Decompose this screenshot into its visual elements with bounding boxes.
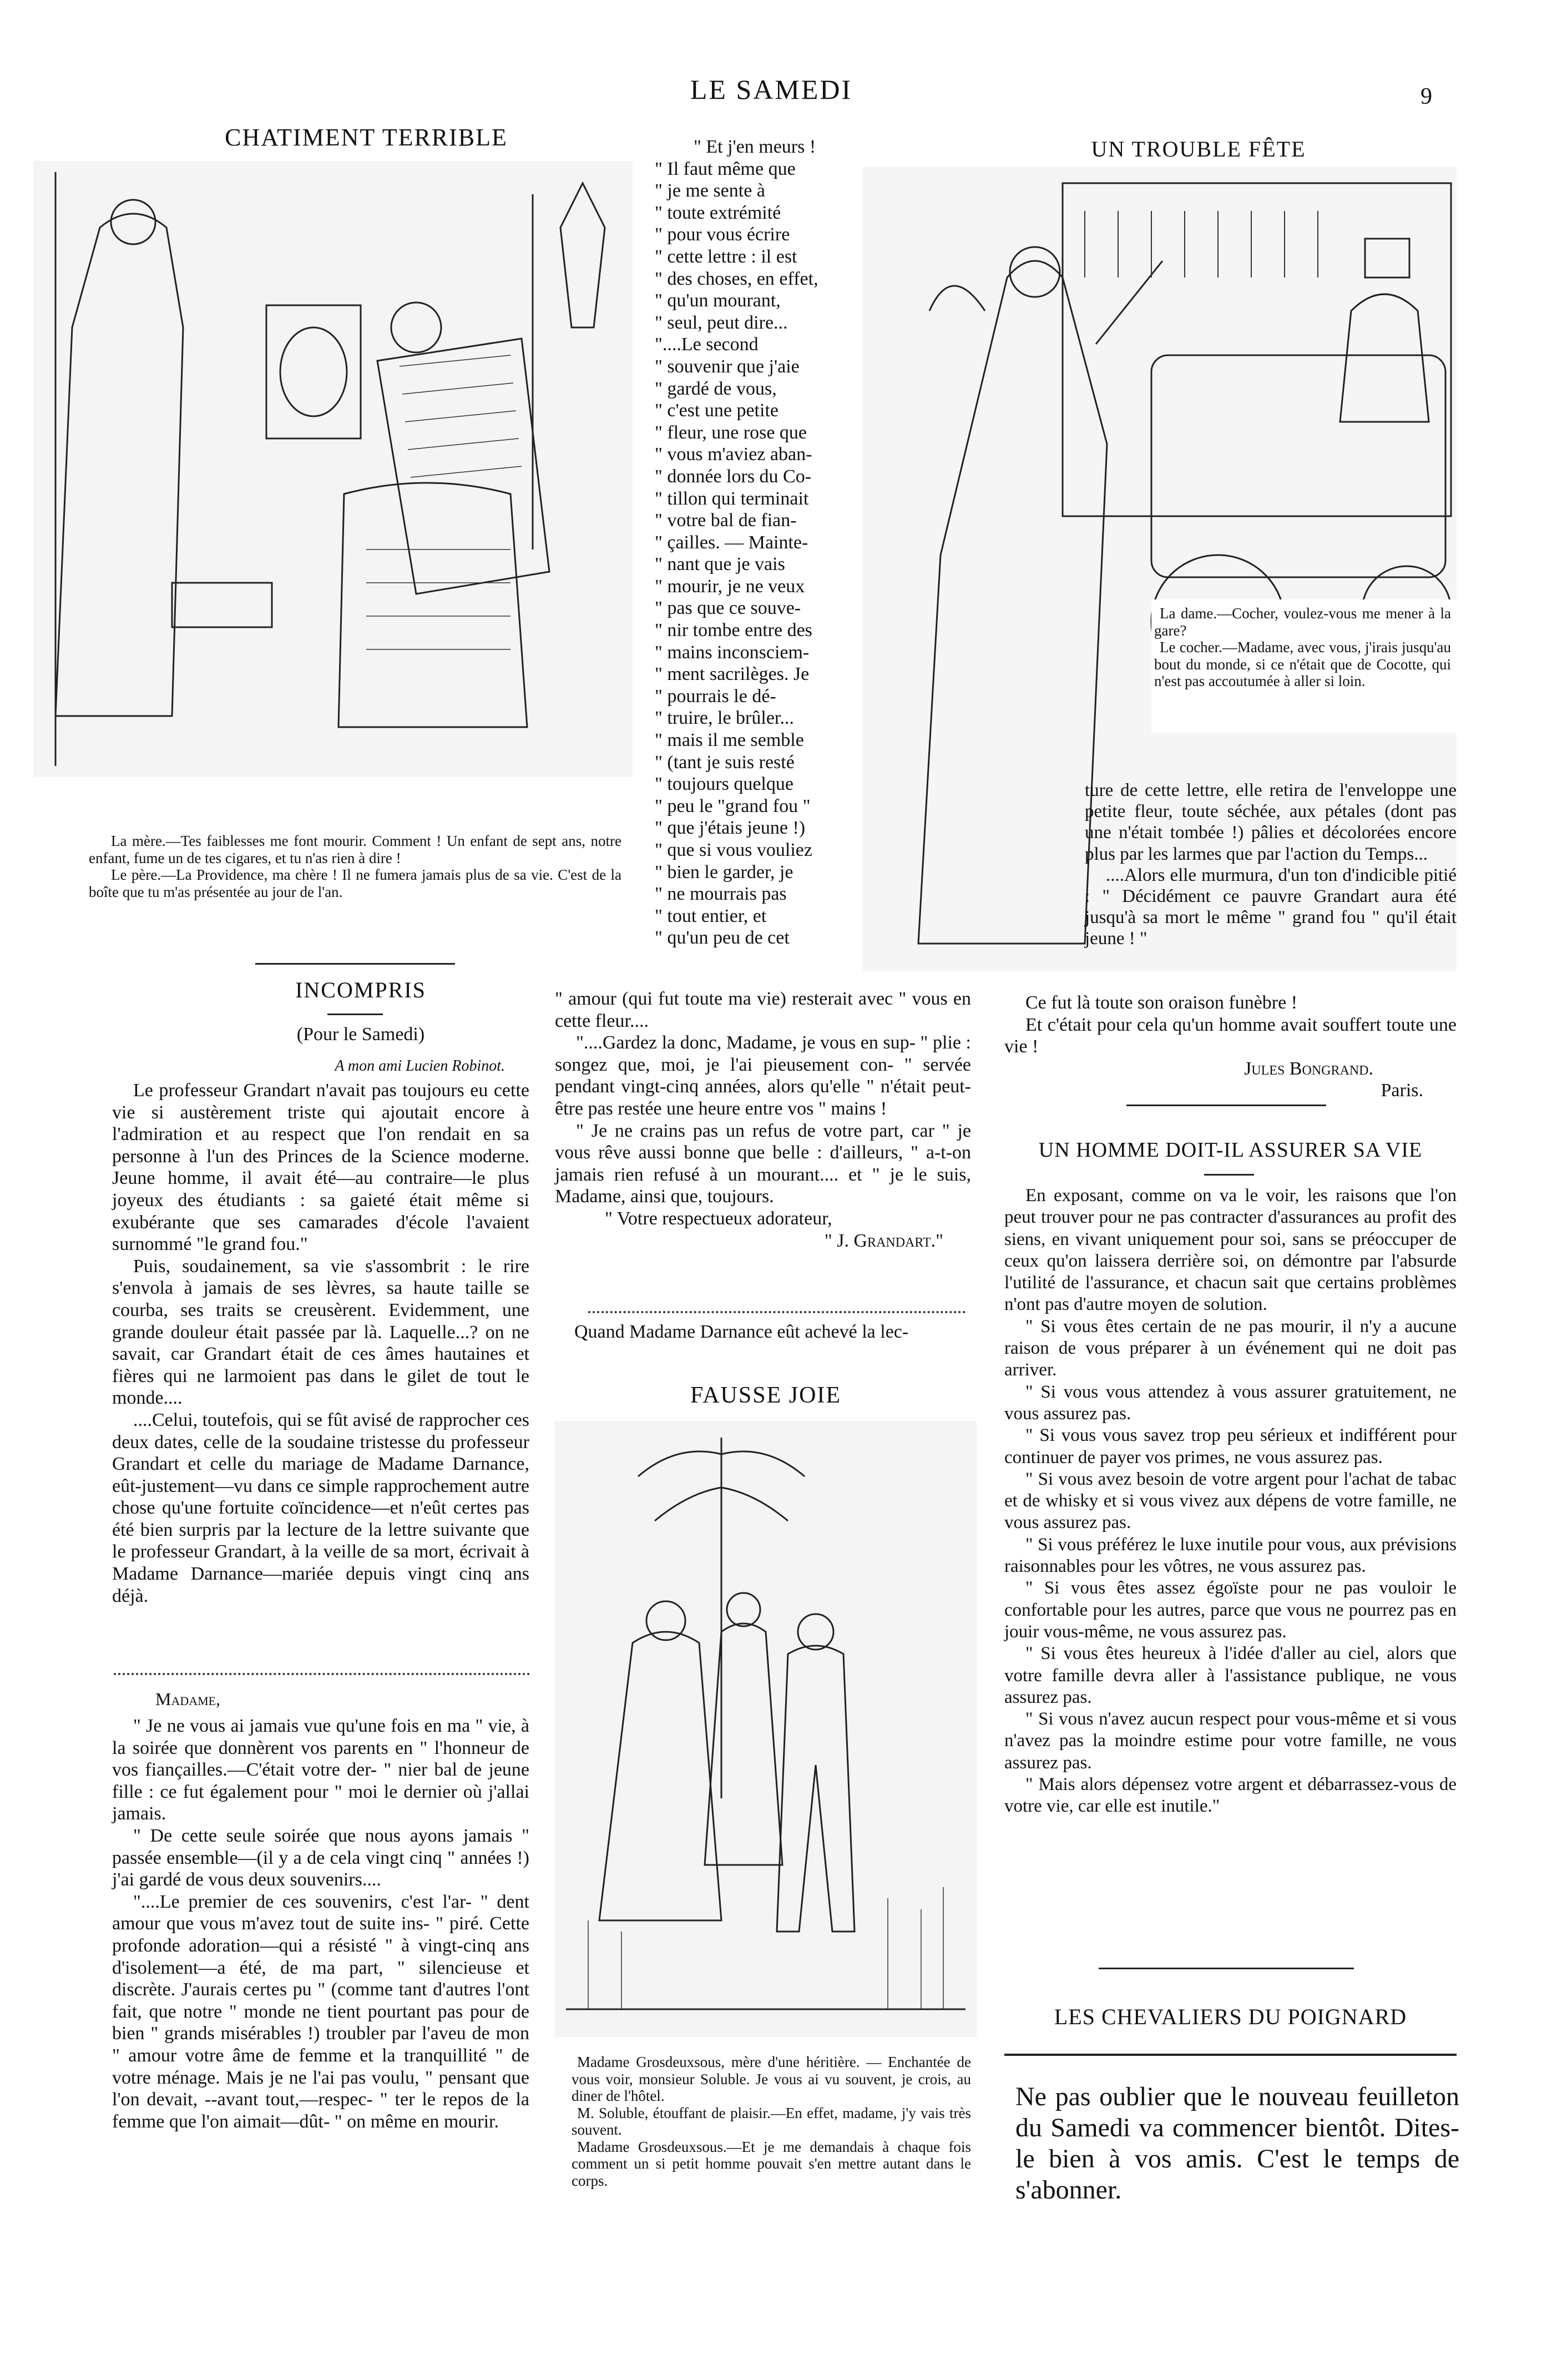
letter-line: " nant que je vais — [655, 554, 785, 575]
letter-line: " vous m'aviez aban- — [655, 444, 812, 465]
author-signature: Jules Bongrand. — [1244, 1058, 1373, 1079]
letter-line: " çailles. — Mainte- — [655, 532, 808, 553]
incompris-subtitle: (Pour le Samedi) — [296, 1024, 425, 1045]
letter-paragraph: " Je ne vous ai jamais vue qu'une fois en ma " vie, à la soirée que donnèrent vos parents en " l'honneur de vos fiançailles.—C'était votre der- " nier bal de jeune fille : ce fut également pour " moi le dernier où j'allai jamais. — [112, 1716, 529, 1824]
letter-line: " souvenir que j'aie — [655, 356, 800, 377]
dotted-separator — [588, 1311, 965, 1313]
letter-paragraph: " amour (qui fut toute ma vie) resterait avec " vous en cette fleur.... — [555, 989, 971, 1031]
chatiment-title: CHATIMENT TERRIBLE — [225, 124, 508, 151]
letter-line: " votre bal de fian- — [655, 510, 797, 531]
trouble-fete-ending — [1085, 780, 1457, 950]
assurer-paragraph: " Si vous êtes assez égoïste pour ne pas vouloir le confortable pour les autres, parce que vous ne pourrez pas en jouir vous-même, ne vous assurez pas. — [1004, 1578, 1457, 1642]
assurer-paragraph: " Si vous avez besoin de votre argent pour l'achat de tabac et de whisky et si vous vivez aux dépens de votre famille, ne vous assurez pas. — [1004, 1469, 1457, 1533]
letter-signature: " J. Grandart." — [824, 1230, 943, 1251]
letter-line: " mais il me semble — [655, 730, 804, 751]
letter-line: " que si vous vouliez — [655, 840, 812, 860]
assurer-paragraph: " Si vous êtes certain de ne pas mourir, il n'y a aucune raison de vous préparer à un événement qui ne doit pas arriver. — [1004, 1316, 1457, 1380]
divider — [1204, 1174, 1254, 1176]
divider — [1099, 1968, 1354, 1969]
chatiment-illustration — [33, 161, 633, 777]
assurer-body — [1004, 1185, 1457, 1818]
letter-line: " bien le garder, je — [655, 861, 793, 883]
caption-line: M. Soluble, étouffant de plaisir.—En effet, madame, j'y vais très souvent. — [572, 2104, 971, 2138]
caption-line: Le cocher.—Madame, avec vous, j'irais jusqu'au bout du monde, si ce n'était que de Cocotte, qui n'est pas accoutumée à aller si loin. — [1154, 639, 1451, 689]
chatiment-caption-father: Le père.—La Providence, ma chère ! Il ne fumera jamais plus de sa vie. C'est de la boîte que tu m'as présentée au jour de l'an. — [89, 866, 621, 900]
caption-line: La dame.—Cocher, voulez-vous me mener à la gare? — [1154, 605, 1451, 639]
letter-line: " mourir, je ne veux — [655, 576, 805, 597]
letter-line: " peu le "grand fou " — [655, 795, 811, 816]
incompris-paragraph: Puis, soudainement, sa vie s'assombrit : le rire s'envola à jamais de ses lèvres, sa haute taille se courba, ses traits se creusèrent. Evidemment, une grande douleur était passée par là. Laquelle...? on ne savait, car Grandart était de ces âmes hautaines et fières qui ne larmoient pas dans le gilet de tout le monde.... — [112, 1255, 529, 1409]
letter-line: " mains inconsciem- — [655, 642, 810, 663]
letter-line: " truire, le brûler... — [655, 708, 794, 729]
letter-line: " pour vous écrire — [655, 224, 790, 245]
story-continuation: Quand Madame Darnance eût achevé la lec- — [574, 1322, 909, 1342]
letter-line: " c'est une petite — [655, 400, 778, 421]
ending-paragraph: ture de cette lettre, elle retira de l'enveloppe une petite fleur, toute séchée, aux pétales (dont pas une n'était tombée !) pâlies et décolorées encore plus par les larmes que par l'action du Temps... — [1085, 780, 1457, 864]
letter-line: " que j'étais jeune !) — [655, 818, 806, 839]
caption-line: Madame Grosdeuxsous.—Et je me demandais à chaque fois comment un si petit homme pouvait s'en mettre autant dans le corps. — [572, 2138, 971, 2189]
caption-line: Madame Grosdeuxsous, mère d'une héritière. — Enchantée de vous voir, monsieur Soluble. Je vous ai vu souvent, je crois, au diner de l'hôtel. — [572, 2054, 971, 2104]
letter-salutation: Madame, — [155, 1689, 221, 1709]
page-number: 9 — [1420, 84, 1432, 109]
assurer-paragraph: " Si vous vous attendez à vous assurer gratuitement, ne vous assurez pas. — [1004, 1381, 1457, 1424]
assurer-paragraph: " Mais alors dépensez votre argent et débarrassez-vous de votre vie, car elle est inutile." — [1004, 1774, 1457, 1817]
divider — [255, 963, 455, 965]
chatiment-caption — [89, 833, 621, 900]
letter-line: " cette lettre : il est — [655, 246, 797, 267]
letter-continued-wide — [555, 988, 971, 1252]
letter-line: " donnée lors du Co- — [655, 466, 812, 487]
letter-closing: " Votre respectueux adorateur, — [605, 1208, 832, 1229]
letter-line: " toute extrémité — [655, 202, 781, 223]
letter-line: " fleur, une rose que — [655, 422, 807, 443]
letter-line: " pourrais le dé- — [655, 685, 776, 707]
letter-line: " pas que ce souve- — [655, 598, 801, 619]
chatiment-caption-mother: La mère.—Tes faiblesses me font mourir. Comment ! Un enfant de sept ans, notre enfant, fume un de tes cigares, et tu n'as rien à dire ! — [89, 833, 621, 866]
incompris-paragraph: ....Celui, toutefois, qui se fût avisé de rapprocher ces deux dates, celle de la soudaine tristesse du professeur Grandart et celle du mariage de Madame Darnance, eût-justement—vu dans ce simple rapprochement autre chose qu'une fortuite coïncidence—et n'eût certes pas été bien surpris par la lecture de la lettre suivante que le professeur Grandart, à la veille de sa mort, écrivait à Madame Darnance—mariée depuis vingt cinq ans déjà. — [112, 1409, 529, 1606]
letter-continued-narrow — [655, 136, 852, 949]
letter-line: " gardé de vous, — [655, 378, 777, 399]
ending-paragraph: ....Alors elle murmura, d'un ton d'indicible pitié : " Décidément ce pauvre Grandart aura été jusqu'à sa mort le même " grand fou " qu'il était jeune ! " — [1085, 865, 1457, 949]
letter-line: " toujours quelque — [655, 774, 793, 795]
assurer-paragraph: En exposant, comme on va le voir, les raisons que l'on peut trouver pour ne pas contracter d'assurances au profit des siens, en vivant uniquement pour soi, sans se préoccuper de ceux qu'on laissera derrière soi, on démontre par l'absurde l'utilité de l'assurance, et chacun sait que certains problèmes n'ont pas d'autre moyen de solution. — [1004, 1186, 1457, 1315]
assurer-paragraph: " Si vous êtes heureux à l'idée d'aller au ciel, alors que votre famille devra aller à l'assistance publique, ne vous assurez pas. — [1004, 1643, 1457, 1707]
fausse-joie-caption — [572, 2054, 971, 2189]
letter-line: " qu'un mourant, — [655, 290, 781, 311]
assurer-paragraph: " Si vous vous savez trop peu sérieux et indifférent pour continuer de payer vos primes, ne vous assurez pas. — [1004, 1425, 1457, 1468]
letter-line: " je me sente à — [655, 180, 765, 201]
assurer-title: UN HOMME DOIT-IL ASSURER SA VIE — [1038, 1138, 1423, 1162]
divider — [1126, 1105, 1326, 1106]
divider — [327, 1013, 383, 1015]
ending-paragraph: Et c'était pour cela qu'un homme avait souffert toute une vie ! — [1004, 1014, 1457, 1057]
letter-line: " ment sacrilèges. Je — [655, 664, 810, 685]
letter-paragraph: " Je ne crains pas un refus de votre part, car " je vous rêve aussi bonne que belle : d'ailleurs, " a-t-on jamais rien refusé à un mourant.... et " je le suis, Madame, ainsi que, toujours. — [555, 1120, 971, 1207]
letter-paragraph: "....Le premier de ces souvenirs, c'est l'ar- " dent amour que vous m'avez tout de suite ins- " piré. Cette profonde adoration—qui a résisté " à vingt-cinq ans d'isolement—a été, de ma part, " silencieuse et discrète. J'aurais certes pu " (comme tant d'autres l'ont fait, que notre " monde ne tient pourtant pas pour de bien " grands misérables !) troubler par l'aveu de mon " amour votre âme de femme et la tranquillité " de votre ménage. Mais je ne l'ai pas voulu, " pensant que l'on devait, --avant tout,—respec- " ter le repos de la femme que l'on aimait—dût- " on même en mourir. — [112, 1891, 529, 2132]
letter-line: " seul, peut dire... — [655, 312, 788, 333]
letter-line: " nir tombe entre des — [655, 620, 812, 641]
divider — [1004, 2054, 1457, 2056]
incompris-dedication: A mon ami Lucien Robinot. — [335, 1057, 505, 1075]
assurer-paragraph: " Si vous préférez le luxe inutile pour vous, aux prévisions raisonnables pour les vôtres, ne vous assurez pas. — [1004, 1534, 1457, 1577]
letter-paragraph: " De cette seule soirée que nous ayons jamais " passée ensemble—(il y a de cela vingt cinq " années !) j'ai gardé de vous deux souvenirs.... — [112, 1825, 529, 1890]
letter-line: " des choses, en effet, — [655, 268, 818, 289]
letter-line: "....Le second — [655, 334, 759, 355]
letter-line: " qu'un peu de cet — [655, 927, 790, 949]
letter-line: " tillon qui terminait — [655, 488, 809, 509]
trouble-fete-title: UN TROUBLE FÊTE — [1091, 137, 1306, 162]
letter-line: " Et j'en meurs ! — [694, 137, 816, 157]
letter-line: " Il faut même que — [655, 158, 796, 179]
incompris-paragraph: Le professeur Grandart n'avait pas toujours eu cette vie si austèrement triste qui ajoutait encore à l'admiration et au respect que l'on rendait en sa personne à l'un des Princes de la Science moderne. Jeune homme, il avait été—au contraire—le plus joyeux des étudiants : sa gaieté était même si exubérante que ses camarades d'école l'avaient surnommé "le grand fou." — [112, 1080, 529, 1255]
fausse-joie-illustration — [555, 1421, 977, 2037]
dotted-separator — [114, 1673, 530, 1675]
letter-paragraph: "....Gardez la donc, Madame, je vous en sup- " plie : songez que, moi, je l'ai pieusement con- " servée pendant vingt-cinq années, alors qu'elle " n'était peut-être pas restée une heure entre vos " mains ! — [555, 1032, 971, 1119]
chevaliers-notice: Ne pas oublier que le nouveau feuilleton du Samedi va commencer bientôt. Dites-le bien à vos amis. C'est le temps de s'abonner. — [1015, 2082, 1459, 2205]
chevaliers-title: LES CHEVALIERS DU POIGNARD — [1054, 2004, 1407, 2029]
letter-line: " ne mourrais pas — [655, 884, 787, 905]
letter-body — [112, 1715, 529, 2132]
masthead-title: LE SAMEDI — [690, 74, 853, 105]
incompris-title: INCOMPRIS — [295, 977, 426, 1002]
author-place: Paris. — [1381, 1080, 1423, 1101]
trouble-fete-caption — [1154, 605, 1451, 690]
incompris-body — [112, 1080, 529, 1607]
trouble-fete-conclusion — [1004, 992, 1457, 1102]
assurer-paragraph: " Si vous n'avez aucun respect pour vous-même et si vous n'avez pas la moindre estime pour votre famille, ne vous assurez pas. — [1004, 1709, 1457, 1773]
letter-line: " tout entier, et — [655, 905, 767, 926]
ending-paragraph: Ce fut là toute son oraison funèbre ! — [1025, 992, 1298, 1013]
letter-line: " (tant je suis resté — [655, 752, 795, 773]
fausse-joie-title: FAUSSE JOIE — [690, 1383, 842, 1408]
